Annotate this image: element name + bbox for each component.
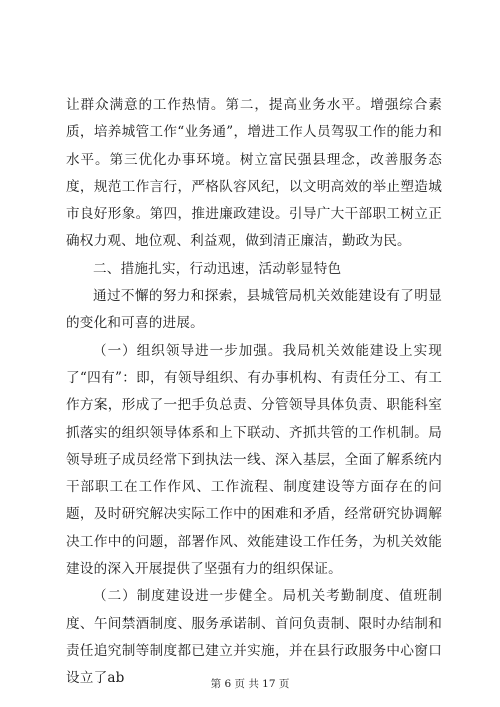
paragraph-intro: 通过不懈的努力和探索，县城管局机关效能建设有了明显的变化和可喜的进展。 [66,288,442,332]
section-heading: 二、措施扎实，行动迅速，活动彰显特色 [93,260,342,277]
paragraph-continuation: 让群众满意的工作热情。第二，提高业务水平。增强综合素质，培养城管工作“业务通”，增进工作人员驾驭工作的能力和水平。第三优化办事环境。树立富民强县理念，改善服务态度，规范工作言行，严格队容风纪，以文明高效的举止塑造城市良好形象。第四，推进廉政建设。引导广大干部职工树立正确权力观、地位观、利益观，做到清正廉洁，勤政为民。 [66,97,442,250]
paragraph-institution: （二）制度建设进一步健全。局机关考勤制度、值班制度、午间禁酒制度、服务承诺制、首问负责制、限时办结制和责任追究制等制度都已建立并实施，并在县行政服务中心窗口设立了ab [66,588,442,687]
paragraph-organization: （一）组织领导进一步加强。我局机关效能建设上实现了“四有”：即，有领导组织、有办事机构、有责任分工、有工作方案，形成了一把手负总责、分管领导具体负责、职能科室抓落实的组织领导体系和上下联动、齐抓共管的工作机制。局领导班子成员经常下到执法一线、深入基层，全面了解系统内干部职工在工作作风、工作流程、制度建设等方面存在的问题，及时研究解决实际工作中的困难和矛盾，经常研究协调解决工作中的问题，部署作风、效能建设工作任务，为机关效能建设的深入开展提供了坚强有力的组织保证。 [66,342,442,578]
page-footer: 第 6 页 共 17 页 [210,678,290,690]
document-body [66,92,442,693]
